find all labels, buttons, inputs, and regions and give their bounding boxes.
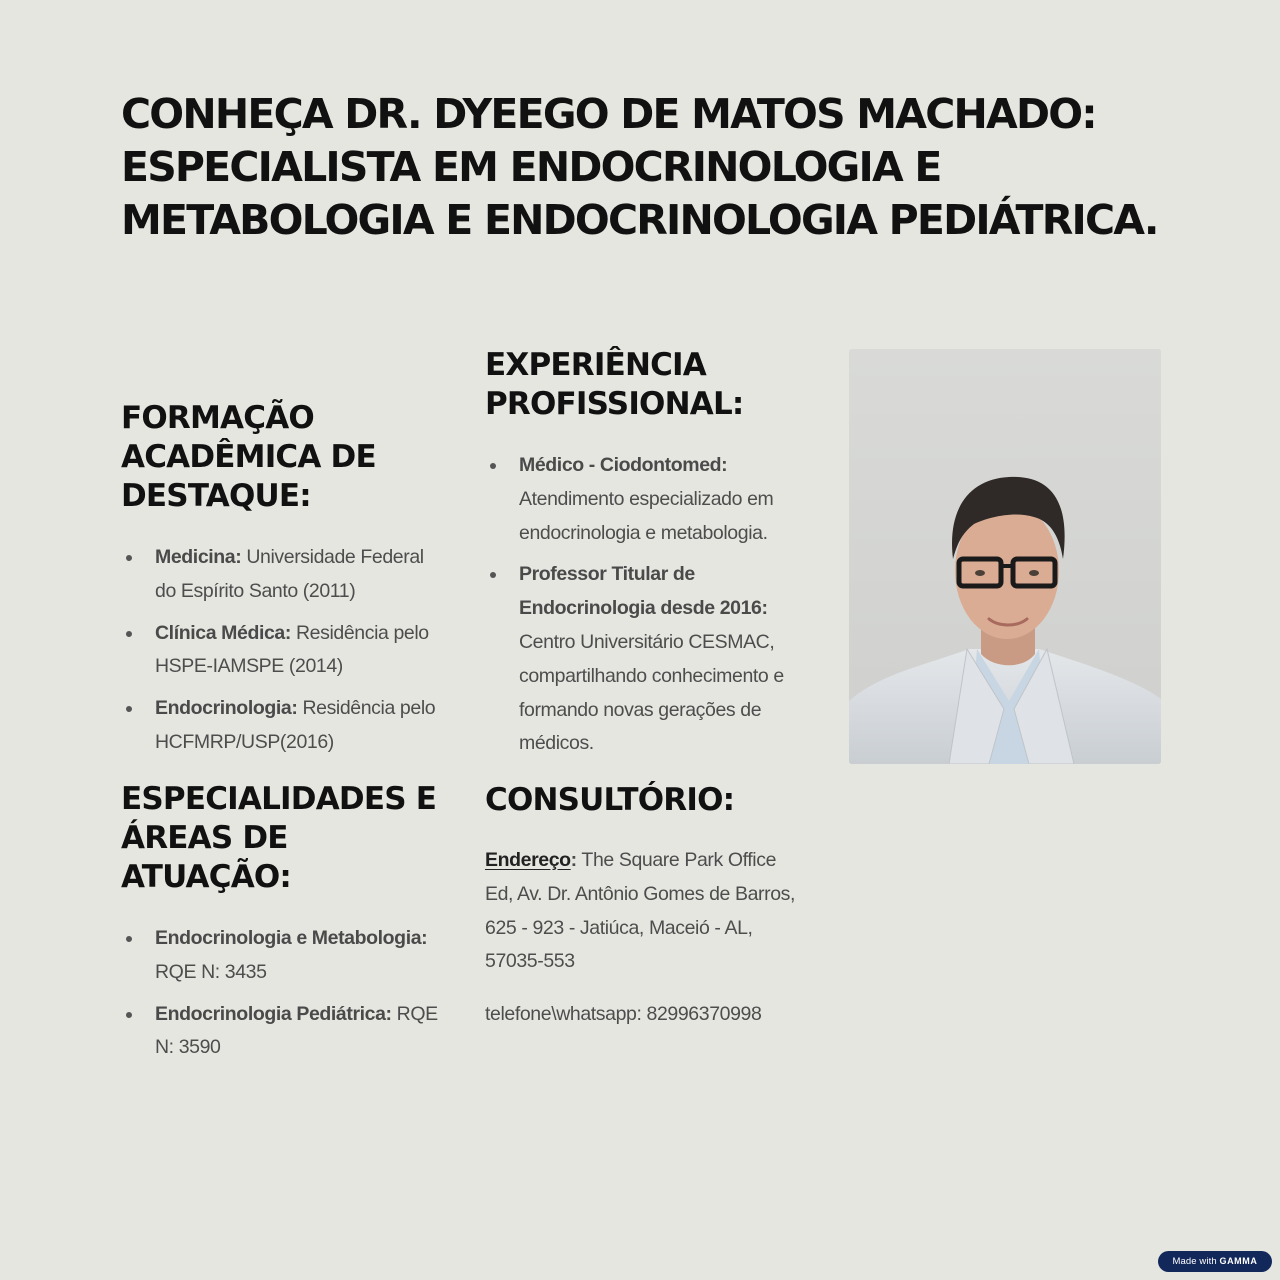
item-text: Residência pelo HSPE-IAMSPE (2014) — [155, 621, 429, 678]
especialidades-list — [121, 922, 441, 1065]
list-item — [121, 617, 441, 685]
section-heading-formacao: FORMAÇÃO ACADÊMICA DE DESTAQUE: — [121, 400, 376, 514]
item-label: Medicina: — [155, 546, 242, 568]
badge-prefix: Made with — [1172, 1256, 1220, 1267]
address-colon: : — [570, 849, 577, 871]
section-especialidades — [121, 780, 441, 1065]
list-item — [485, 558, 805, 761]
section-consultorio — [485, 781, 805, 1032]
bullet-icon — [490, 463, 496, 469]
item-text: Centro Universitário CESMAC, compartilhando conhecimento e formando novas gerações de médicos. — [519, 630, 784, 755]
section-heading-especialidades: ESPECIALIDADES E ÁREAS DE ATUAÇÃO: — [121, 781, 437, 895]
section-experiencia — [485, 346, 805, 761]
list-item — [121, 998, 441, 1066]
bullet-icon — [126, 1012, 132, 1018]
doctor-portrait-photo — [849, 349, 1161, 764]
item-text: Atendimento especializado em endocrinologia e metabologia. — [519, 487, 774, 544]
list-item — [121, 922, 441, 990]
list-item — [485, 449, 805, 550]
phone-text: telefone\whatsapp: 82996370998 — [485, 1003, 762, 1026]
item-label: Endocrinologia e Metabologia: — [155, 927, 428, 949]
bullet-icon — [490, 572, 496, 578]
list-item — [121, 541, 441, 609]
bullet-icon — [126, 555, 132, 561]
section-heading-consultorio: CONSULTÓRIO: — [485, 782, 735, 818]
item-label: Professor Titular de Endocrinologia desde 2016: — [519, 563, 768, 620]
section-heading-experiencia: EXPERIÊNCIA PROFISSIONAL: — [485, 347, 744, 422]
formacao-list — [121, 541, 441, 760]
experiencia-list — [485, 449, 805, 761]
gamma-logo-text: GAMMA — [1219, 1256, 1258, 1266]
item-label: Endocrinologia: — [155, 697, 298, 720]
item-text: Residência pelo HCFMRP/USP(2016) — [155, 697, 436, 753]
item-label: Clínica Médica: — [155, 621, 291, 644]
section-formacao — [121, 399, 441, 760]
item-text: Universidade Federal do Espírito Santo (2011) — [155, 546, 424, 602]
page-title: CONHEÇA DR. DYEEGO DE MATOS MACHADO: ESPECIALISTA EM ENDOCRINOLOGIA E METABOLOGIA E ENDOCRINOLOGIA PEDIÁTRICA. — [121, 90, 1158, 244]
list-item — [121, 692, 441, 760]
bullet-icon — [126, 936, 132, 942]
portrait-illustration-icon — [849, 349, 1161, 764]
address — [485, 844, 805, 979]
bullet-icon — [126, 706, 132, 712]
item-text: RQE N: 3435 — [155, 960, 267, 983]
item-text: RQE N: 3590 — [155, 1002, 438, 1059]
item-label: Médico - Ciodontomed: — [519, 454, 728, 476]
address-text: The Square Park Office Ed, Av. Dr. Antônio Gomes de Barros, 625 - 923 - Jatiúca, Maceió - AL, 57035-553 — [485, 849, 796, 973]
made-with-gamma-badge[interactable] — [1158, 1251, 1272, 1272]
item-label: Endocrinologia Pediátrica: — [155, 1002, 392, 1025]
address-label: Endereço — [485, 849, 571, 871]
bullet-icon — [126, 631, 132, 637]
